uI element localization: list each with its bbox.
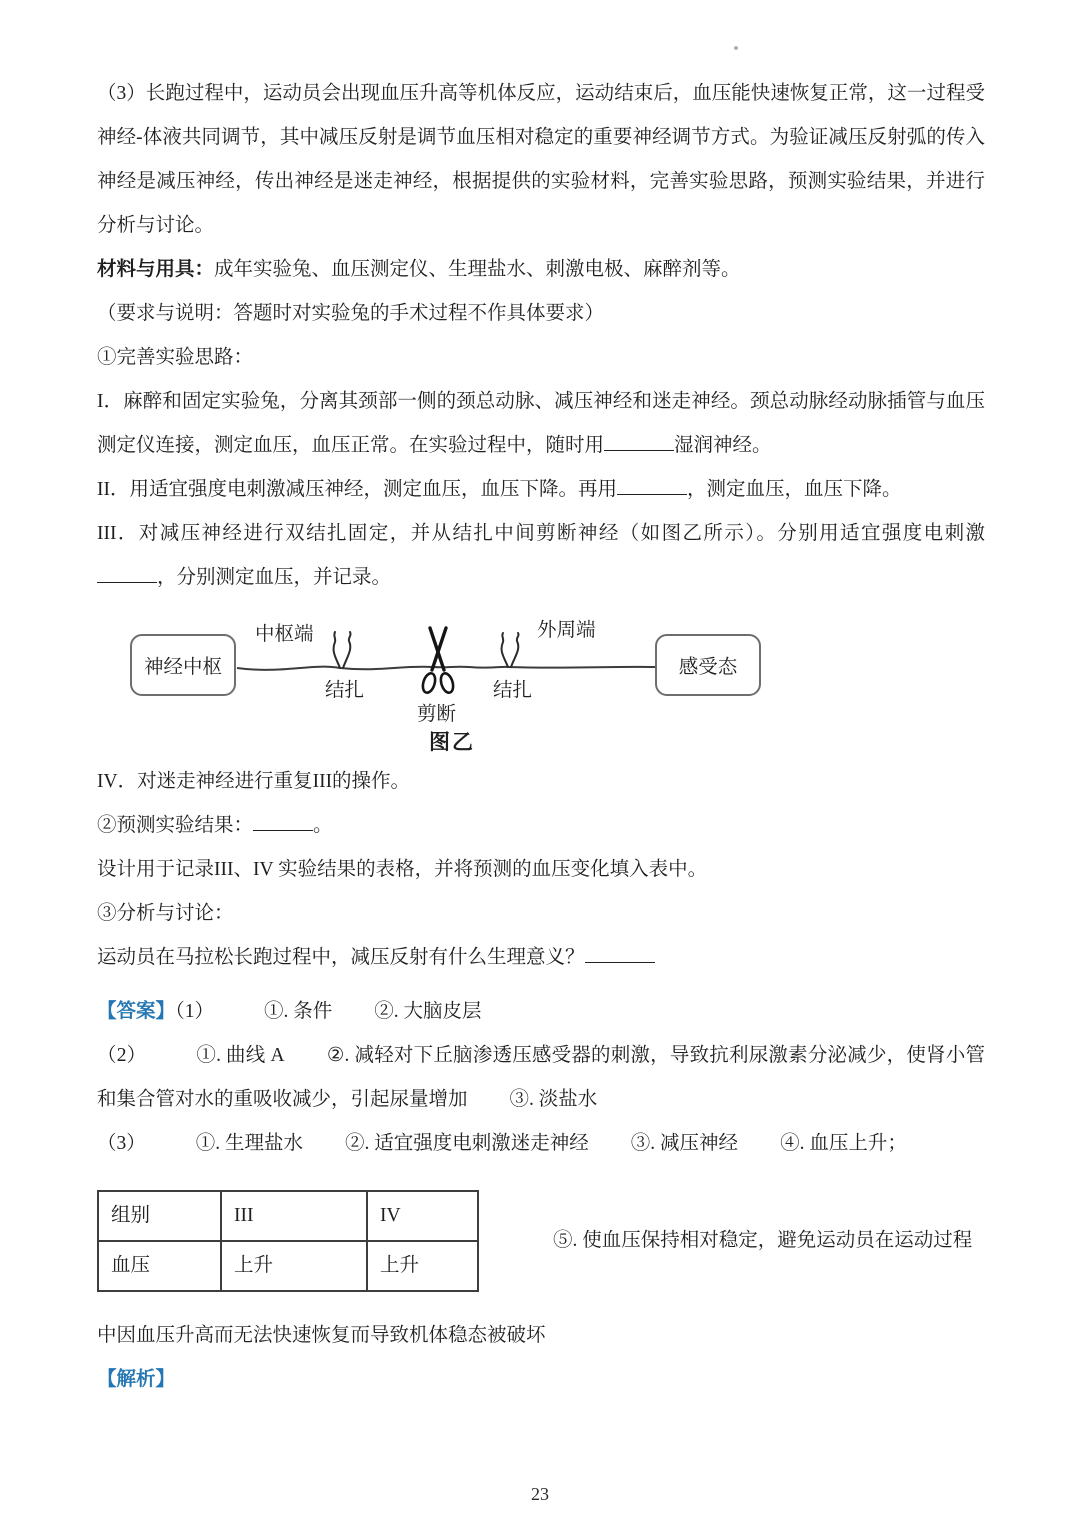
plan-heading: ①完善实验思路： [97,347,254,368]
table-data-row [98,1241,478,1291]
table-header-row [98,1191,478,1241]
design-note: 设计用于记录III、IV 实验结果的表格，并将预测的血压变化填入表中。 [97,859,708,880]
result-table [97,1190,479,1292]
answer-3-item-3: ③. 减压神经 [630,1133,739,1154]
ligature-left-label: 结扎 [325,680,365,701]
answer-3-item-2: ②. 适宜强度电刺激迷走神经 [345,1133,589,1154]
step-II [97,468,985,512]
answer-1-item-2: ②. 大脑皮层 [374,1001,482,1022]
answer-3-item-5: ⑤. 使血压保持相对稳定，避免运动员在运动过程 [553,1230,973,1251]
analysis-heading: ③分析与讨论： [97,903,234,924]
step-II-text-after: ，测定血压，血压下降。 [687,479,902,500]
materials-line [97,248,985,292]
step-II-text: II．用适宜强度电刺激减压神经，测定血压，血压下降。再用 [97,479,617,500]
page-number: 23 [531,1484,549,1504]
peripheral-end-label: 外周端 [537,620,596,641]
table-cell-IV: IV [367,1191,478,1241]
step-III-text-after: ，分别测定血压，并记录。 [157,567,392,588]
answer-row-2 [97,1034,985,1122]
step-I [97,380,985,468]
step-IV: IV．对迷走神经进行重复III的操作。 [97,771,411,792]
answer-1-item-1: ①. 条件 [264,1001,333,1022]
table-cell-bp-III: 上升 [221,1241,367,1291]
answer-2-item-2: ②. 减轻对下丘脑渗透压感受器的刺激，导致抗利尿激素分泌减少，使肾小管和集合管对水的重吸收减少，引起尿量增加 [97,1045,985,1110]
materials-label: 材料与用具： [97,259,215,280]
fill-blank-predict [253,812,313,831]
step-III-text: III．对减压神经进行双结扎固定，并从结扎中间剪断神经（如图乙所示）。分别用适宜强度电刺激 [97,523,985,544]
analysis-question [97,936,985,980]
answer-3-item-4: ④. 血压上升； [780,1133,907,1154]
table-cell-III: III [221,1191,367,1241]
answer-1-number: （1） [175,1001,215,1022]
answer-row-3 [97,1122,985,1166]
answer-3-item-5-continuation: 中因血压升高而无法快速恢复而导致机体稳态被破坏 [97,1325,546,1346]
ligature-right-icon [502,633,519,667]
diagram-caption: 图乙 [429,730,475,754]
answer-3-item-1: ①. 生理盐水 [195,1133,304,1154]
predict-text: ②预测实验结果： [97,815,254,836]
scan-artifact-dot [734,46,738,50]
materials-text: 成年实验兔、血压测定仪、生理盐水、刺激电极、麻醉剂等。 [214,259,741,280]
nerve-center-box: 神经中枢 [130,634,236,696]
fill-blank-analysis [585,944,655,963]
answer-2-item-1: ①. 曲线 A [196,1045,285,1066]
answer-2-item-3: ③. 淡盐水 [509,1089,598,1110]
ligature-right-label: 结扎 [493,680,533,701]
table-cell-bp: 血压 [98,1241,221,1291]
table-cell-group: 组别 [98,1191,221,1241]
fill-blank-step-II [617,476,687,495]
answer-section [97,990,985,1166]
analysis-label: 【解析】 [97,1369,176,1390]
step-I-text-after: 湿润神经。 [674,435,772,456]
answer-label: 【答案】 [97,1001,176,1022]
nerve-diagram [97,608,985,760]
result-table-row [97,1190,985,1292]
page-content [97,72,985,1402]
fill-blank-step-I [604,432,674,451]
question-paragraph-3: （3）长跑过程中，运动员会出现血压升高等机体反应，运动结束后，血压能快速恢复正常，这一过程受神经-体液共同调节，其中减压反射是调节血压相对稳定的重要神经调节方式。为验证减压反射弧的传入神经是减压神经，传出神经是迷走神经，根据提供的实验材料，完善实验思路，预测实验结果，并进行分析与讨论。 [97,83,985,236]
analysis-label-line [97,1358,985,1402]
ligature-left-icon [334,632,351,668]
step-III [97,512,985,600]
step-I-text: I．麻醉和固定实验兔，分离其颈部一侧的颈总动脉、减压神经和迷走神经。颈总动脉经动脉插管与血压测定仪连接，测定血压，血压正常。在实验过程中，随时用 [97,391,985,456]
cut-label: 剪断 [417,704,457,725]
answer-row-1 [97,990,985,1034]
predict-line [97,804,985,848]
answer-3-number: （3） [97,1133,146,1154]
analysis-question-text: 运动员在马拉松长跑过程中，减压反射有什么生理意义？ [97,947,585,968]
answer-2-number: （2） [97,1045,147,1066]
receptor-box: 感受态 [655,634,761,696]
table-cell-bp-IV: 上升 [367,1241,478,1291]
scissors-icon [421,628,456,694]
fill-blank-step-III [97,564,157,583]
requirements-note: （要求与说明：答题时对实验兔的手术过程不作具体要求） [97,303,605,324]
nerve-fiber-line [237,667,657,670]
predict-text-after: 。 [313,815,333,836]
central-end-label: 中枢端 [255,624,314,645]
